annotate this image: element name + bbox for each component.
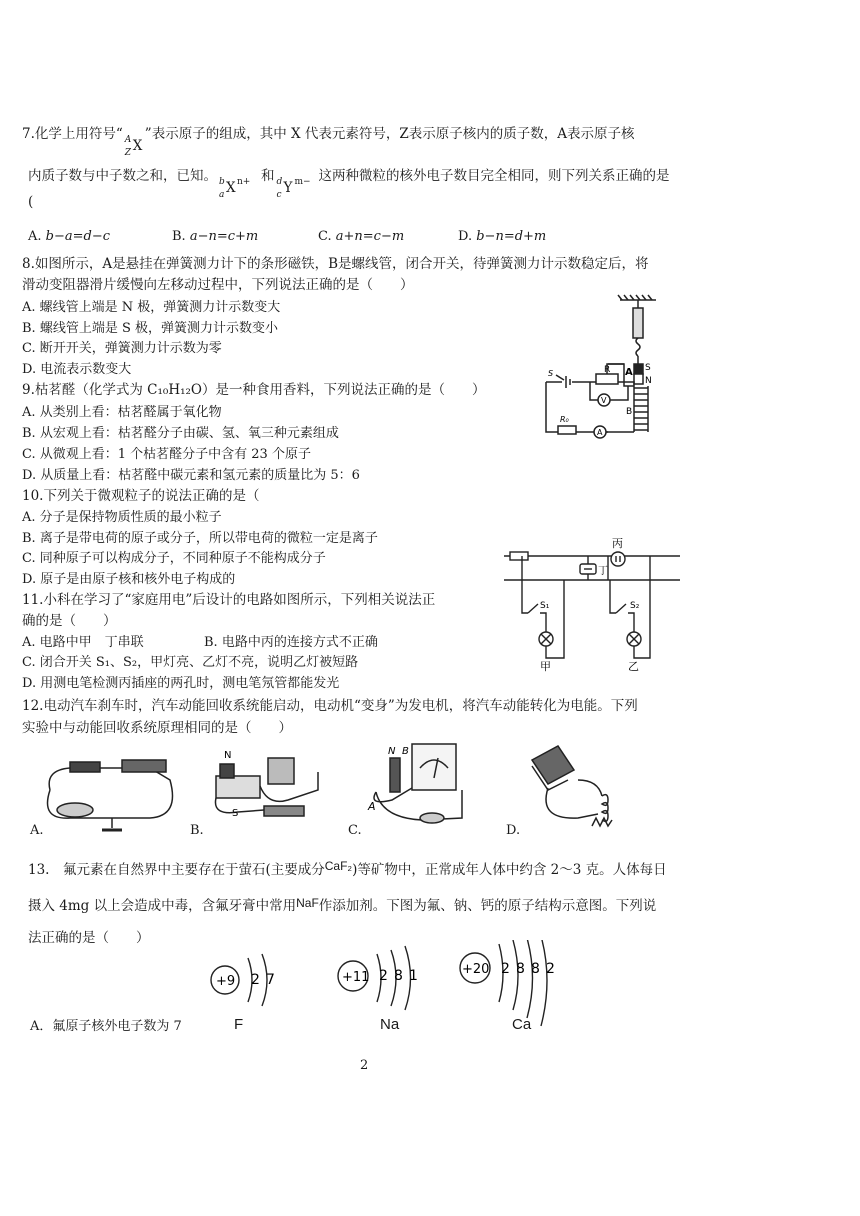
q13-option-a: A．氟原子核外电子数为 7: [30, 1019, 182, 1034]
atom-f-shell-2: 7: [266, 972, 275, 988]
label-bing: 丙: [612, 538, 623, 550]
label-c-b: B: [402, 746, 409, 757]
q8-option-a: A. 螺线管上端是 N 极，弹簧测力计示数变大: [22, 300, 281, 315]
atom-ca-shell-2: 8: [516, 961, 525, 977]
q8-line1: 8.如图所示，A是悬挂在弹簧测力计下的条形磁铁，B是螺线管，闭合开关，待弹簧测力计示数稳定后，将: [22, 256, 649, 272]
label-s2: S₂: [630, 601, 640, 611]
label-yi: 乙: [628, 660, 639, 673]
q10-line1: 10.下列关于微观粒子的说法正确的是（: [22, 488, 260, 504]
label-n-pole: N: [645, 376, 652, 386]
q12-figure-a: [30, 750, 190, 840]
q13-line1: 13. 氟元素在自然界中主要存在于萤石(主要成分CaF₂)等矿物中，正常成年人体中约含 2～3 克。人体每日: [28, 859, 667, 878]
q7-line3: (: [28, 194, 34, 210]
atom-na-nucleus: +11: [342, 970, 370, 985]
q12-label-a: A.: [30, 823, 44, 838]
q8-circuit-figure: [528, 290, 658, 450]
q10-option-d: D. 原子是由原子核和核外电子构成的: [22, 572, 236, 587]
label-solenoid-b: B: [626, 407, 633, 417]
atom-ca-shell-1: 2: [501, 961, 510, 977]
atom-ca-shell-4: 2: [546, 961, 555, 977]
q12-label-d: D.: [506, 823, 521, 838]
q13-line3: 法正确的是（ ）: [28, 930, 150, 946]
label-r0: R₀: [560, 415, 569, 424]
q13-line2: 摄入 4mg 以上会造成中毒，含氟牙膏中常用NaF作添加剂。下图为氟、钠、钙的原子结构示意图。下列说: [28, 896, 657, 914]
label-magnet-a: A: [625, 367, 633, 378]
atom-ca-symbol: Ca: [512, 1016, 532, 1033]
q12-label-c: C.: [348, 823, 362, 838]
atom-ca-nucleus: +20: [462, 962, 490, 977]
q8-option-c: C. 断开开关，弹簧测力计示数为零: [22, 341, 222, 356]
q7-line2: 内质子数与中子数之和，已知。 b a X n+ 和 d c Y m− 这两种微粒的核外电子数目完全相同，则下列关系正确的是: [28, 168, 670, 200]
q9-option-d: D. 从质量上看：枯茗醛中碳元素和氢元素的质量比为 5：6: [22, 468, 360, 483]
label-ding: 丁: [598, 566, 608, 577]
q8-line2: 滑动变阻器滑片缓慢向左移动过程中，下列说法正确的是（ ）: [22, 277, 414, 293]
label-rheostat: R: [604, 365, 611, 375]
label-ammeter: A: [597, 428, 603, 437]
q7-option-a: A. b−a=d−c: [28, 229, 111, 244]
q11-option-a: A. 电路中甲 丁串联: [22, 635, 144, 650]
q12-line2: 实验中与动能回收系统原理相同的是（ ）: [22, 720, 292, 736]
q12-figure-c: [362, 738, 492, 834]
q7-option-d: D. b−n=d+m: [458, 229, 547, 244]
q9-option-a: A. 从类别上看：枯茗醛属于氧化物: [22, 405, 222, 420]
q11-option-d: D. 用测电笔检测丙插座的两孔时，测电笔氖管都能发光: [22, 676, 340, 691]
label-jia: 甲: [540, 660, 551, 673]
atom-f-nucleus: +9: [216, 974, 236, 989]
q9-line1: 9.枯茗醛（化学式为 C₁₀H₁₂O）是一种食用香料，下列说法正确的是（ ）: [22, 382, 486, 398]
atom-na-shell-2: 8: [394, 968, 403, 984]
q7-option-b: B. a−n=c+m: [172, 229, 259, 244]
q13-atom-structure-diagrams: [200, 940, 600, 1040]
label-b-north: N: [224, 750, 232, 761]
q11-household-circuit-figure: [500, 538, 685, 688]
label-s1: S₁: [540, 601, 550, 611]
q7-line1: 7.化学上用符号“ A Z X ”表示原子的组成，其中 X 代表元素符号，Z表示原子核内的质子数，A表示原子核: [22, 126, 635, 158]
atom-na-symbol: Na: [380, 1016, 400, 1033]
page-number: 2: [360, 1058, 369, 1073]
q10-option-c: C. 同种原子可以构成分子，不同种原子不能构成分子: [22, 551, 326, 566]
label-c-a: A: [368, 800, 376, 813]
q8-option-b: B. 螺线管上端是 S 极，弹簧测力计示数变小: [22, 321, 278, 336]
label-switch: S: [548, 369, 554, 378]
q8-option-d: D. 电流表示数变大: [22, 362, 132, 377]
q12-figure-d: [518, 740, 638, 836]
q11-option-b: B. 电路中丙的连接方式不正确: [204, 635, 378, 650]
q12-label-b: B.: [190, 823, 204, 838]
q11-line2: 确的是（ ）: [22, 613, 117, 629]
q9-option-c: C. 从微观上看：1 个枯茗醛分子中含有 23 个原子: [22, 447, 311, 462]
q11-line1: 11.小科在学习了“家庭用电”后设计的电路如图所示，下列相关说法正: [22, 592, 436, 608]
label-s-pole: S: [645, 363, 651, 373]
atom-na-shell-1: 2: [379, 968, 388, 984]
q10-option-a: A. 分子是保持物质性质的最小粒子: [22, 510, 222, 525]
q11-option-c: C. 闭合开关 S₁、S₂，甲灯亮、乙灯不亮，说明乙灯被短路: [22, 655, 359, 670]
q7-option-c: C. a+n=c−m: [318, 229, 405, 244]
q10-option-b: B. 离子是带电荷的原子或分子，所以带电荷的微粒一定是离子: [22, 531, 378, 546]
q12-figure-b: [208, 746, 338, 836]
label-voltmeter: V: [601, 396, 607, 405]
label-c-north: N: [388, 746, 396, 757]
atom-f-shell-1: 2: [251, 972, 260, 988]
q9-option-b: B. 从宏观上看：枯茗醛分子由碳、氢、氧三种元素组成: [22, 426, 339, 441]
atom-f-symbol: F: [234, 1016, 244, 1033]
q12-line1: 12.电动汽车刹车时，汽车动能回收系统能启动，电动机“变身”为发电机，将汽车动能转化为电能。下列: [22, 698, 638, 714]
label-b-south: S: [232, 808, 239, 819]
atom-ca-shell-3: 8: [531, 961, 540, 977]
atom-na-shell-3: 1: [409, 968, 418, 984]
